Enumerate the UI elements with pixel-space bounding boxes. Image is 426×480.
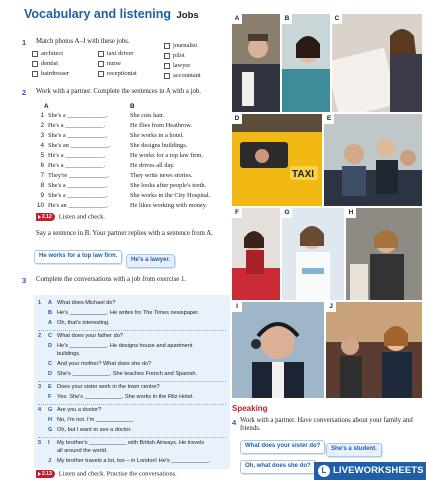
sentence-row: 6 He's a ____________. He drives all day. — [40, 162, 175, 169]
checkbox-icon[interactable] — [98, 71, 104, 77]
exercise-2-number: 2 — [22, 88, 27, 97]
job-item[interactable]: hairdresser — [32, 70, 69, 78]
photo-c-image — [332, 14, 422, 112]
checkbox-icon[interactable] — [164, 63, 170, 69]
page-title: Vocabulary and listening Jobs — [24, 7, 199, 21]
photo-c — [332, 14, 422, 112]
job-item[interactable]: architect — [32, 50, 63, 58]
conversation-line[interactable]: J My brother travels a lot, too – in London! He's ____________. — [48, 458, 211, 464]
conversation-line: A Oh, that's interesting. — [48, 320, 110, 326]
conversation-line[interactable]: 5 I My brother's ____________ with British Airways. He travels — [38, 440, 205, 446]
play-icon — [38, 472, 41, 476]
left-column — [6, 7, 228, 478]
sentence-row: 3 She's a ____________. She works in a hotel. — [40, 132, 184, 139]
sentence-row: 2 He's a ____________. He flies from Heathrow. — [40, 122, 193, 129]
exercise-1-instruction: Match photos A–J with these jobs. — [36, 38, 130, 45]
photo-a — [232, 14, 280, 112]
taxi-sign-text: TAXI — [292, 169, 315, 180]
sentence-row: 9 She's a ____________. She works in the City Hospital. — [40, 192, 211, 199]
sentence-row: 4 She's an ____________. She designs buildings. — [40, 142, 188, 149]
conversation-line: 2 C What does your father do? — [38, 333, 123, 339]
photo-a-image — [232, 14, 280, 112]
conversation-line: all around the world. — [57, 448, 108, 454]
photo-label: I — [232, 302, 242, 312]
photo-label: J — [326, 302, 336, 312]
conversation-line: C And your mother? What does she do? — [48, 361, 152, 367]
divider — [38, 437, 226, 438]
conversation-line[interactable]: F Yes. She's ____________. She works in the Ritz Hotel. — [48, 394, 194, 400]
conversation-line: G Oh, but I want to see a doctor. — [48, 427, 132, 433]
job-item[interactable]: dentist — [32, 60, 58, 68]
speech-bubble: He works for a top law firm. — [34, 250, 122, 264]
divider — [38, 404, 226, 405]
sentence-row: 8 She's a ____________. She looks after people's teeth. — [40, 182, 207, 189]
job-list — [32, 42, 232, 86]
photo-e — [324, 114, 422, 206]
checkbox-icon[interactable] — [98, 61, 104, 67]
photo-j-image — [326, 302, 422, 398]
column-a-header: A — [44, 103, 49, 110]
exercise-4-number: 4 — [232, 418, 237, 427]
conversation-line[interactable]: B He's ____________. He writes for The Times newspaper. — [48, 310, 200, 316]
sentence-row: 7 They're ____________. They write news stories. — [40, 172, 193, 179]
photo-d-image — [232, 114, 322, 206]
say-sentence-instruction: Say a sentence in B. Your partner replies with a sentence from A. — [36, 230, 213, 237]
sentence-row: 1 She's a ____________. She cuts hair. — [40, 112, 165, 119]
sentence-row: 5 He's a ____________. He works for a top law firm. — [40, 152, 203, 159]
checkbox-icon[interactable] — [98, 51, 104, 57]
photo-i — [232, 302, 324, 398]
checkbox-icon[interactable] — [164, 53, 170, 59]
checkbox-icon[interactable] — [164, 73, 170, 79]
job-item[interactable]: pilot — [164, 52, 185, 60]
conversation-line: 3 E Does your sister work in the town centre? — [38, 384, 160, 390]
photo-label: H — [346, 208, 356, 218]
exercise-3-number: 3 — [22, 276, 27, 285]
liveworksheets-badge[interactable]: L LIVEWORKSHEETS — [314, 462, 426, 480]
exercise-2-instruction: Work with a partner. Complete the sentences in A with a job. — [36, 88, 201, 95]
photo-label: D — [232, 114, 242, 124]
photo-f-image — [232, 208, 280, 300]
conversation-line: 1 A What does Michael do? — [38, 300, 116, 306]
job-item[interactable]: lawyer — [164, 62, 190, 70]
checkbox-icon[interactable] — [164, 43, 170, 49]
job-item[interactable]: nurse — [98, 60, 121, 68]
photo-label: F — [232, 208, 242, 218]
speech-bubble-reply: She's a student. — [326, 443, 382, 457]
photo-label: G — [282, 208, 292, 218]
sentence-row: 10 He's an ____________. He likes working with money. — [36, 202, 208, 209]
page-subtitle: Jobs — [176, 10, 199, 21]
photo-h-image — [346, 208, 422, 300]
exercise-4-instruction: Work with a partner. Have conversations about your family and friends. — [240, 417, 413, 433]
photo-label: B — [282, 14, 292, 24]
job-item[interactable]: taxi driver — [98, 50, 133, 58]
checkbox-icon[interactable] — [32, 71, 38, 77]
checkbox-icon[interactable] — [32, 51, 38, 57]
exercise-3-instruction: Complete the conversations with a job from exercise 1. — [36, 276, 187, 283]
job-item[interactable]: journalist — [164, 42, 197, 50]
speech-bubble-reply: He's a lawyer. — [126, 254, 175, 268]
listen-check-line: 2.12 Listen and check. — [36, 213, 105, 222]
photo-j — [326, 302, 422, 398]
divider — [38, 330, 226, 331]
conversation-box — [34, 295, 230, 469]
photo-i-image — [232, 302, 324, 398]
conversation-line: 4 G Are you a doctor? — [38, 407, 102, 413]
conversation-line: buildings. — [57, 351, 81, 357]
job-item[interactable]: accountant — [164, 72, 201, 80]
audio-play-button[interactable]: 2.12 — [36, 213, 55, 221]
photo-label: A — [232, 14, 242, 24]
speech-bubble: Oh, what does she do? — [240, 460, 316, 474]
job-item[interactable]: receptionist — [98, 70, 137, 78]
speech-bubble: What does your sister do? — [240, 440, 325, 454]
play-icon — [38, 215, 41, 219]
photo-g-image — [282, 208, 344, 300]
conversation-line[interactable]: D He's ____________. He designs house and apartment — [48, 343, 193, 349]
audio-play-button[interactable]: 2.13 — [36, 470, 55, 478]
photo-b-image — [282, 14, 330, 112]
photo-h — [346, 208, 422, 300]
photo-label: E — [324, 114, 334, 124]
photo-g — [282, 208, 344, 300]
speaking-heading: Speaking — [232, 404, 268, 413]
photo-e-image — [324, 114, 422, 206]
liveworksheets-logo-icon: L — [318, 465, 330, 477]
photo-label: C — [332, 14, 342, 24]
photo-b — [282, 14, 330, 112]
listen-practise-line: 2.13 Listen and check. Practise the conversations. — [36, 470, 177, 479]
photo-d — [232, 114, 322, 206]
checkbox-icon[interactable] — [32, 61, 38, 67]
conversation-line[interactable]: D She's ____________. She teaches French and Spanish. — [48, 371, 198, 377]
photo-f — [232, 208, 280, 300]
divider — [38, 381, 226, 382]
conversation-line[interactable]: H No, I'm not. I'm ____________. — [48, 417, 135, 423]
column-b-header: B — [130, 103, 135, 110]
exercise-1-number: 1 — [22, 38, 27, 47]
